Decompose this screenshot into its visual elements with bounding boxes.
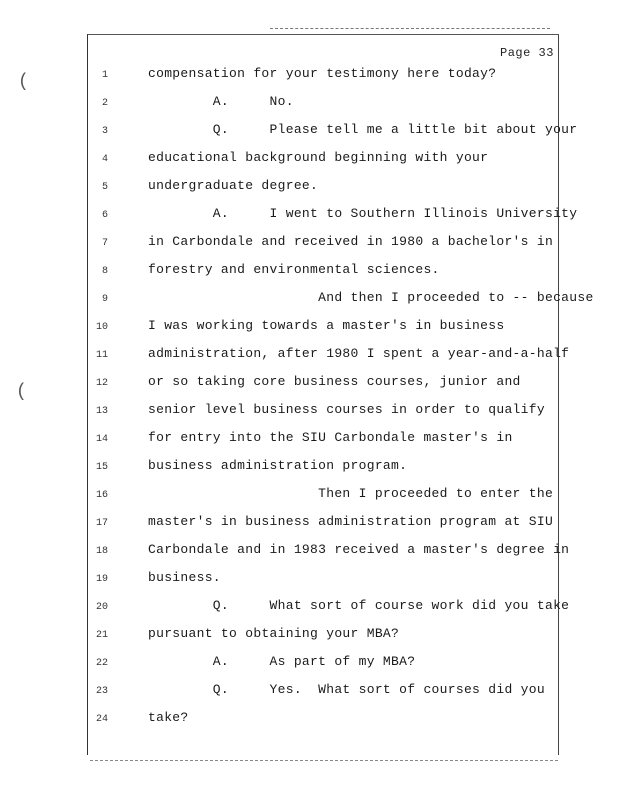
transcript-line [0, 178, 618, 198]
line-number: 20 [95, 602, 108, 613]
transcript-line [0, 318, 618, 338]
transcript-page-frame [87, 34, 559, 755]
line-text: administration, after 1980 I spent a year-and-a-half [148, 346, 570, 361]
transcript-line [0, 598, 618, 618]
line-number: 2 [101, 98, 108, 109]
line-number: 13 [95, 406, 108, 417]
line-text: business administration program. [148, 458, 408, 473]
transcript-line [0, 402, 618, 422]
transcript-line [0, 262, 618, 282]
line-text: or so taking core business courses, junior and [148, 374, 521, 389]
transcript-line [0, 458, 618, 478]
line-text: Carbondale and in 1983 received a master's degree in [148, 542, 570, 557]
line-text: forestry and environmental sciences. [148, 262, 440, 277]
line-text: undergraduate degree. [148, 178, 319, 193]
line-number: 4 [101, 154, 108, 165]
line-text: A. As part of my MBA? [148, 654, 416, 669]
line-text: educational background beginning with your [148, 150, 489, 165]
line-text: pursuant to obtaining your MBA? [148, 626, 400, 641]
scan-mark-middle: ( [16, 382, 27, 402]
line-text: A. No. [148, 94, 294, 109]
transcript-line [0, 150, 618, 170]
transcript-line [0, 122, 618, 142]
line-number: 1 [101, 70, 108, 81]
line-number: 17 [95, 518, 108, 529]
line-text: Q. Yes. What sort of courses did you [148, 682, 545, 697]
line-text: A. I went to Southern Illinois University [148, 206, 578, 221]
top-scan-edge [270, 28, 550, 31]
transcript-line [0, 710, 618, 730]
transcript-line [0, 66, 618, 86]
line-text: take? [148, 710, 189, 725]
line-text: for entry into the SIU Carbondale master's in [148, 430, 513, 445]
bottom-scan-edge [90, 760, 558, 763]
transcript-line [0, 542, 618, 562]
line-number: 18 [95, 546, 108, 557]
line-text: business. [148, 570, 221, 585]
line-text: master's in business administration program at SIU [148, 514, 554, 529]
line-text: Q. Please tell me a little bit about your [148, 122, 578, 137]
line-number: 19 [95, 574, 108, 585]
line-text: senior level business courses in order to qualify [148, 402, 545, 417]
line-number: 15 [95, 462, 108, 473]
transcript-line [0, 514, 618, 534]
line-number: 5 [101, 182, 108, 193]
page-number: Page 33 [500, 46, 554, 60]
transcript-line [0, 486, 618, 506]
transcript-line [0, 682, 618, 702]
line-number: 22 [95, 658, 108, 669]
line-number: 23 [95, 686, 108, 697]
line-number: 8 [101, 266, 108, 277]
line-number: 21 [95, 630, 108, 641]
line-number: 3 [101, 126, 108, 137]
line-text: Q. What sort of course work did you take [148, 598, 570, 613]
scan-mark-top: ( [18, 72, 29, 92]
transcript-line [0, 346, 618, 366]
line-number: 24 [95, 714, 108, 725]
transcript-line [0, 290, 618, 310]
line-number: 9 [101, 294, 108, 305]
line-number: 14 [95, 434, 108, 445]
line-number: 11 [95, 350, 108, 361]
line-number: 10 [95, 322, 108, 333]
transcript-line [0, 626, 618, 646]
line-text: Then I proceeded to enter the [148, 486, 554, 501]
transcript-line [0, 234, 618, 254]
transcript-line [0, 374, 618, 394]
line-text: in Carbondale and received in 1980 a bachelor's in [148, 234, 554, 249]
line-number: 12 [95, 378, 108, 389]
line-text: compensation for your testimony here today? [148, 66, 497, 81]
line-text: And then I proceeded to -- because [148, 290, 594, 305]
line-number: 7 [101, 238, 108, 249]
transcript-line [0, 654, 618, 674]
transcript-line [0, 430, 618, 450]
line-text: I was working towards a master's in business [148, 318, 505, 333]
line-number: 6 [101, 210, 108, 221]
transcript-line [0, 570, 618, 590]
transcript-line [0, 94, 618, 114]
line-number: 16 [95, 490, 108, 501]
transcript-line [0, 206, 618, 226]
